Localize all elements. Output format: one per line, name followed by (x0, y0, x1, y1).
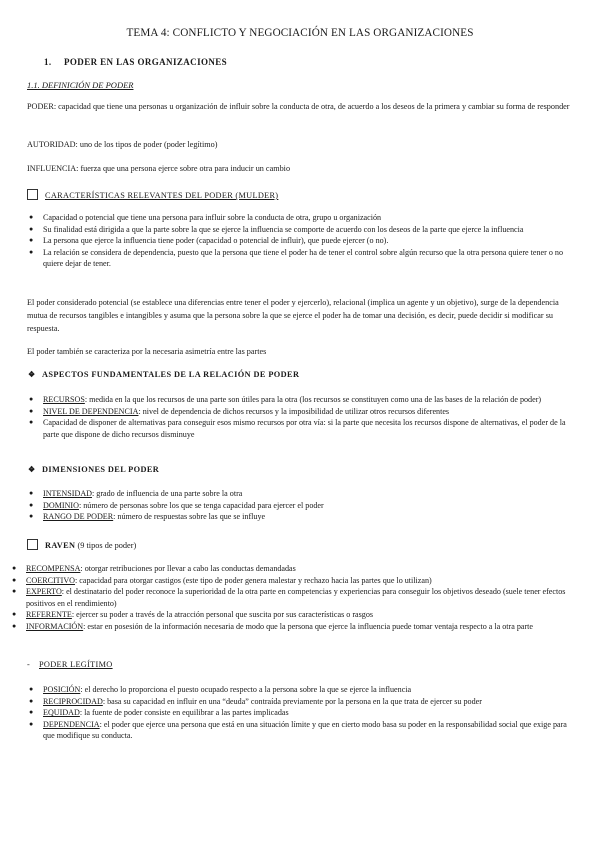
heading-aspectos (28, 370, 299, 379)
bullet-icon: ● (29, 489, 34, 497)
diamond-icon: ❖ (28, 370, 36, 379)
heading-poder-legitimo (27, 660, 113, 669)
list-item: ● Su finalidad está dirigida a que la parte sobre la que se ejerce la influencia se comporte de acuerdo con los deseos de la parte que ejerce la influencia (29, 224, 524, 234)
checkbox-icon (27, 189, 38, 200)
definition-poder-text: : capacidad que tiene una personas u organización de influir sobre la conducta de otra, de acuerdo a los deseos de la primera y cambiar su forma de responder (53, 102, 570, 111)
bullet-icon: ● (29, 500, 34, 509)
bullet-icon: ● (29, 696, 34, 705)
bullet-icon: ● (12, 610, 17, 619)
term-influencia: INFLUENCIA (27, 164, 77, 173)
list-item: ● INFORMACIÓN: estar en posesión de la información necesaria de modo que la persona que ejerce la influencia puede tomar ventaja respecto a la otra parte (12, 621, 534, 631)
list-item: ● POSICIÓN: el derecho lo proporciona el puesto ocupado respecto a la persona sobre la que se ejerce la influencia (29, 685, 412, 694)
bullet-icon: ● (29, 406, 34, 415)
definition-autoridad (27, 139, 572, 152)
definition-influencia (27, 163, 572, 176)
aspectos-list (27, 394, 572, 440)
list-item: ● REFERENTE: ejercer su poder a través de la atracción personal que suscita por sus características o rasgos (12, 610, 374, 620)
legitimo-list (27, 684, 572, 742)
diamond-icon: ❖ (28, 465, 36, 474)
list-item: ● COERCITIVO: capacidad para otorgar castigos (este tipo de poder genera malestar y rechazo hacia las partes que lo utilizan) (12, 575, 432, 585)
dimensiones-list (27, 488, 572, 523)
list-item: ● EXPERTO: el destinatario del poder reconoce la superioridad de la otra parte en competencias y experiencias para conseguir los objetivos deseado (suele tener efectos positivos en el rendimiento) (12, 587, 566, 608)
list-item: ● La persona que ejerce la influencia tiene poder (capacidad o potencial de influir), que puede ejercer (o no). (29, 236, 389, 246)
section-title: PODER EN LAS ORGANIZACIONES (64, 57, 228, 67)
definition-autoridad-text: : uno de los tipos de poder (poder legítimo) (75, 140, 218, 149)
bullet-icon: ● (12, 621, 17, 630)
bullet-icon: ● (29, 708, 34, 717)
heading-raven (27, 539, 136, 550)
bullet-icon: ● (29, 719, 34, 728)
list-item: ● RECIPROCIDAD: basa su capacidad en influir en una “deuda” contraída previamente por la persona en la que trata de ejercer su poder (29, 696, 482, 706)
list-item: ● La relación se considera de dependencia, puesto que la persona que tiene el poder ha de tener el control sobre algún recurso que la otra persona quiere tener o no quiere dejar de tener. (29, 247, 564, 269)
list-item: ● EQUIDAD: la fuente de poder consiste en equilibrar a las partes implicadas (29, 708, 289, 718)
definition-influencia-text: : fuerza que una persona ejerce sobre otra para inducir un cambio (76, 164, 291, 173)
heading-raven-label: RAVEN (45, 541, 76, 550)
list-item: ● INTENSIDAD: grado de influencia de una parte sobre la otra (29, 489, 243, 498)
heading-caracteristicas-label: CARACTERÍSTICAS RELEVANTES DEL PODER (MULDER) (45, 191, 279, 200)
bullet-icon: ● (29, 512, 34, 521)
bullet-icon: ● (29, 213, 34, 221)
bullet-icon: ● (29, 685, 34, 693)
bullet-icon: ● (12, 587, 17, 596)
list-item: ● Capacidad o potencial que tiene una persona para influir sobre la conducta de otra, grupo u organización (29, 213, 382, 222)
section-heading (44, 57, 227, 67)
list-item: ● NIVEL DE DEPENDENCIA: nivel de dependencia de dichos recursos y la imposibilidad de utilizar otros recursos diferentes (29, 406, 450, 416)
heading-dimensiones-label: DIMENSIONES DEL PODER (42, 465, 160, 474)
subsection-heading: 1.1. DEFINICIÓN DE PODER (27, 80, 134, 90)
section-number: 1. (44, 57, 52, 67)
bullet-icon: ● (29, 247, 34, 256)
checkbox-icon (27, 539, 38, 550)
heading-aspectos-label: ASPECTOS FUNDAMENTALES DE LA RELACIÓN DE PODER (42, 370, 300, 379)
bullet-icon: ● (29, 395, 34, 403)
bullet-icon: ● (29, 224, 34, 233)
list-item: ● RANGO DE PODER: número de respuestas sobre las que se influye (29, 512, 266, 522)
document-title: TEMA 4: CONFLICTO Y NEGOCIACIÓN EN LAS ORGANIZACIONES (126, 27, 474, 39)
list-item: ● DOMINIO: número de personas sobre los que se tenga capacidad para ejercer el poder (29, 500, 324, 510)
heading-dimensiones (28, 465, 159, 474)
paragraph-poder-potencial: El poder considerado potencial (se establece una diferencias entre tener el poder y ejercerlo), relacional (implica un agente y un objetivo), surge de la dependencia mutua de recursos tangibles e intangibles y asuma que la persona sobre la que se ejerce el poder ha de tomar una decisión, es decir, puede decidir si modificar su respuesta. (27, 298, 559, 333)
bullet-icon: ● (12, 575, 17, 584)
heading-caracteristicas (27, 189, 278, 200)
paragraph-asimetria: El poder también se caracteriza por la necesaria asimetría entre las partes (27, 347, 267, 356)
list-item: ● Capacidad de disponer de alternativas para conseguir esos mismo recursos por otra vía: si la parte que necesita los recursos dispone de alternativas, el poder de la parte que dispone de dicho recursos disminuye (29, 418, 566, 439)
list-item: ● RECOMPENSA: otorgar retribuciones por llevar a cabo las conductas demandadas (12, 564, 296, 573)
bullet-icon: ● (12, 564, 17, 572)
term-poder: PODER (27, 102, 54, 111)
dash-marker: - (27, 660, 30, 669)
term-autoridad: AUTORIDAD (27, 140, 76, 149)
bullet-icon: ● (29, 418, 34, 427)
raven-list (10, 563, 572, 633)
definition-poder (27, 101, 572, 114)
bullet-icon: ● (29, 236, 34, 245)
list-item: ● RECURSOS: medida en la que los recursos de una parte son útiles para la otra (los recursos se constituyen como una de las bases de la relación de poder) (29, 395, 542, 404)
heading-poder-legitimo-label: PODER LEGÍTIMO (39, 660, 113, 669)
list-item: ● DEPENDENCIA: el poder que ejerce una persona que está en una situación límite y que en cierto modo basa su poder en la responsabilidad social que exige para que modifique su conducta. (29, 719, 567, 741)
heading-raven-suffix: (9 tipos de poder) (75, 541, 137, 550)
caracteristicas-list (27, 212, 567, 270)
